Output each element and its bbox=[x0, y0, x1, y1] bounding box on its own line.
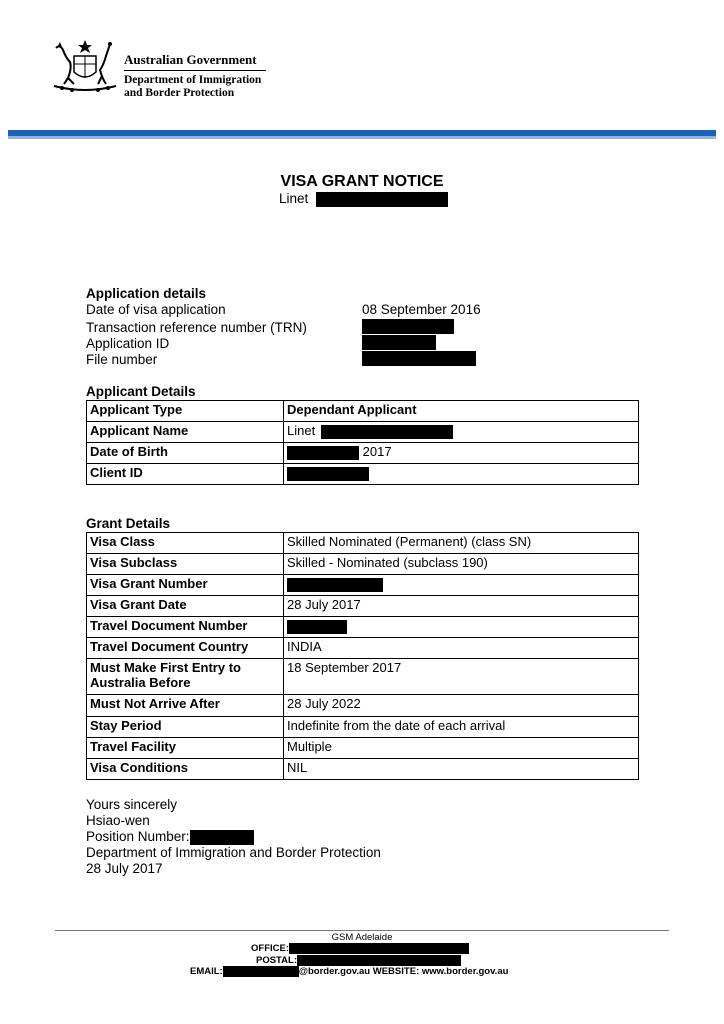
dob-cell bbox=[284, 443, 639, 464]
application-heading: Application details bbox=[86, 286, 207, 301]
visa-subclass-value: Skilled - Nominated (subclass 190) bbox=[284, 554, 639, 575]
travel-document-number-cell bbox=[284, 617, 639, 638]
table-row bbox=[87, 596, 639, 617]
signoff-date: 28 July 2017 bbox=[86, 861, 163, 876]
dob-label: Date of Birth bbox=[87, 443, 284, 464]
redacted-file-number bbox=[362, 351, 476, 366]
visa-grant-date-label: Visa Grant Date bbox=[87, 596, 284, 617]
travel-document-country-label: Travel Document Country bbox=[87, 638, 284, 659]
table-row bbox=[87, 443, 639, 464]
stay-period-value: Indefinite from the date of each arrival bbox=[284, 717, 639, 738]
footer-email-label: EMAIL: bbox=[190, 966, 223, 978]
app-label-date: Date of visa application bbox=[86, 302, 226, 317]
first-entry-value: 18 September 2017 bbox=[284, 659, 639, 695]
notice-name bbox=[279, 191, 448, 207]
redacted-travel-document-number bbox=[287, 620, 347, 634]
signoff-department: Department of Immigration and Border Protection bbox=[86, 845, 381, 860]
footer-website-link[interactable]: www.border.gov.au bbox=[421, 966, 509, 978]
visa-grant-date-value: 28 July 2017 bbox=[284, 596, 639, 617]
footer-postal bbox=[256, 955, 461, 966]
footer-website-label: WEBSITE: bbox=[372, 966, 420, 978]
applicant-table bbox=[86, 400, 639, 485]
visa-grant-number-label: Visa Grant Number bbox=[87, 575, 284, 596]
redacted-applicant-surname bbox=[321, 425, 453, 439]
applicant-type-value: Dependant Applicant bbox=[284, 401, 639, 422]
app-label-trn: Transaction reference number (TRN) bbox=[86, 320, 307, 335]
dob-year: 2017 bbox=[362, 444, 392, 459]
signoff-closing: Yours sincerely bbox=[86, 797, 178, 812]
visa-grant-number-cell bbox=[284, 575, 639, 596]
footer-office-label: OFFICE: bbox=[251, 943, 289, 955]
table-row bbox=[87, 659, 639, 695]
first-entry-label: Must Make First Entry to Australia Before bbox=[87, 659, 284, 695]
redacted-email-user bbox=[223, 966, 299, 977]
table-row bbox=[87, 638, 639, 659]
signoff-name: Hsiao-wen bbox=[86, 813, 150, 828]
notice-title: VISA GRANT NOTICE bbox=[280, 173, 444, 190]
footer-contact bbox=[190, 966, 508, 977]
stay-period-label: Stay Period bbox=[87, 717, 284, 738]
travel-facility-label: Travel Facility bbox=[87, 738, 284, 759]
client-id-label: Client ID bbox=[87, 464, 284, 485]
grant-heading: Grant Details bbox=[86, 516, 171, 531]
table-row bbox=[87, 422, 639, 443]
footer-postal-label: POSTAL: bbox=[256, 955, 297, 967]
redacted-postal-address bbox=[297, 955, 461, 966]
visa-conditions-label: Visa Conditions bbox=[87, 759, 284, 780]
app-label-application-id: Application ID bbox=[86, 336, 170, 351]
travel-document-country-value: INDIA bbox=[284, 638, 639, 659]
coat-of-arms-logo bbox=[50, 38, 120, 94]
redacted-visa-grant-number bbox=[287, 578, 383, 592]
table-row bbox=[87, 617, 639, 638]
app-value-date: 08 September 2016 bbox=[362, 302, 481, 317]
footer-office bbox=[251, 943, 469, 954]
visa-conditions-value: NIL bbox=[284, 759, 639, 780]
table-row bbox=[87, 759, 639, 780]
visa-subclass-label: Visa Subclass bbox=[87, 554, 284, 575]
must-not-arrive-value: 28 July 2022 bbox=[284, 695, 639, 717]
travel-facility-value: Multiple bbox=[284, 738, 639, 759]
redacted-trn bbox=[362, 319, 454, 334]
footer-email-domain[interactable]: @border.gov.au bbox=[298, 966, 371, 978]
footer-office-name: GSM Adelaide bbox=[331, 932, 393, 943]
table-row bbox=[87, 401, 639, 422]
visa-class-label: Visa Class bbox=[87, 533, 284, 554]
notice-name-text: Linet bbox=[279, 191, 309, 206]
redacted-client-id bbox=[287, 467, 369, 481]
redacted-application-id bbox=[362, 335, 436, 350]
signoff-position bbox=[86, 829, 254, 845]
government-name: Australian Government bbox=[124, 52, 257, 67]
department-line-1: Department of Immigration bbox=[124, 74, 262, 86]
redacted-surname bbox=[316, 192, 448, 207]
applicant-name-value: Linet bbox=[287, 423, 316, 438]
coat-of-arms-icon bbox=[50, 38, 120, 94]
table-row bbox=[87, 738, 639, 759]
applicant-name-label: Applicant Name bbox=[87, 422, 284, 443]
redacted-office-address bbox=[289, 943, 469, 954]
department-line-2: and Border Protection bbox=[124, 87, 235, 99]
client-id-cell bbox=[284, 464, 639, 485]
must-not-arrive-label: Must Not Arrive After bbox=[87, 695, 284, 717]
table-row bbox=[87, 464, 639, 485]
table-row bbox=[87, 695, 639, 717]
app-label-file-number: File number bbox=[86, 352, 158, 367]
applicant-type-label: Applicant Type bbox=[87, 401, 284, 422]
table-row bbox=[87, 717, 639, 738]
redacted-position-number bbox=[190, 830, 254, 845]
visa-class-value: Skilled Nominated (Permanent) (class SN) bbox=[284, 533, 639, 554]
travel-document-number-label: Travel Document Number bbox=[87, 617, 284, 638]
redacted-dob-day-month bbox=[287, 446, 359, 460]
footer-divider bbox=[55, 930, 669, 931]
grant-table bbox=[86, 532, 639, 780]
applicant-name-cell bbox=[284, 422, 639, 443]
table-row bbox=[87, 533, 639, 554]
applicant-heading: Applicant Details bbox=[86, 384, 196, 399]
table-row bbox=[87, 554, 639, 575]
table-row bbox=[87, 575, 639, 596]
header-divider bbox=[124, 70, 266, 71]
header-bar-light bbox=[8, 136, 716, 139]
position-number-label: Position Number: bbox=[86, 829, 190, 844]
